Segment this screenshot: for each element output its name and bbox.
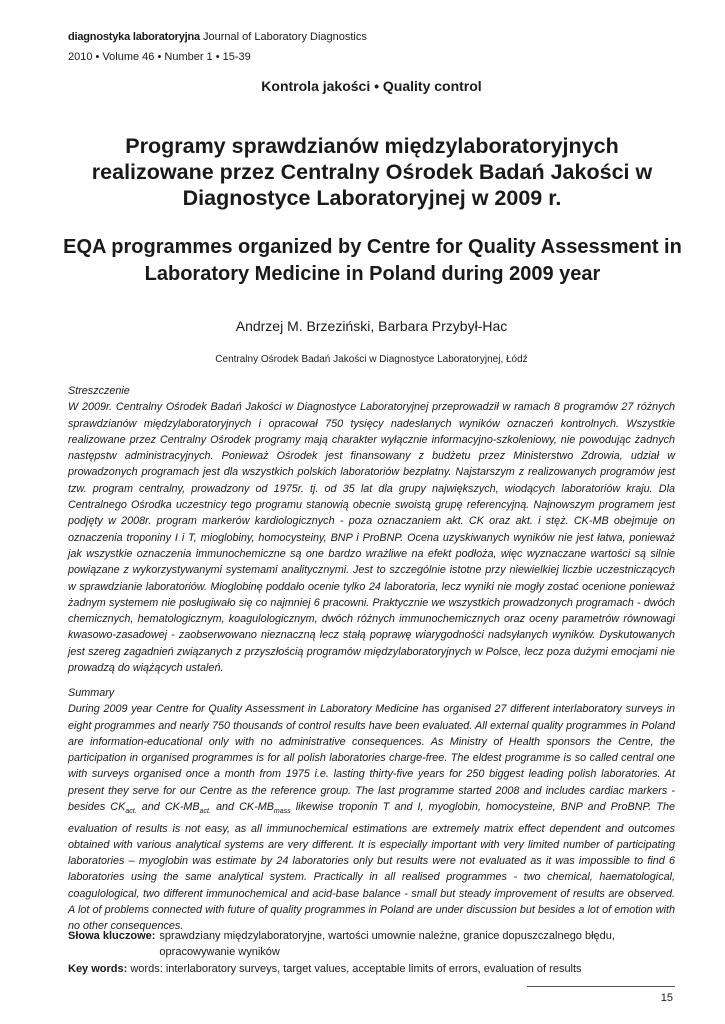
abstract-english-heading: Summary <box>68 687 115 699</box>
summary-text-1: During 2009 year Centre for Quality Assessment in Laboratory Medicine has organised 27 different interlaboratory surveys in eight programmes and nearly 750 thousands of control results have been evaluated. All external quality programmes in Poland are information-educational only with no administrative consequences. As Ministry of Health sponsors the Centre, the participation in organised programmes is for all polish laboratories charge-free. The eldest programme is so called central one with surveys organised once a month from 1975 i.e. lasting thirty-five years for 250 biggest leading polish laboratories. At present they serve for our Centre as the reference group. The last programme started 2008 and includes cardiac markers - besides CK <box>68 703 675 814</box>
keywords-polish-label: Słowa kluczowe: <box>68 930 156 942</box>
abstract-polish-heading: Streszczenie <box>68 385 130 397</box>
abstract-polish-body: W 2009r. Centralny Ośrodek Badań Jakości w Diagnostyce Laboratoryjnej przeprowadził w ramach 8 programów 27 różnych sprawdzianów międzylaboratoryjnych i opracował 750 tysięcy nadesłanych wyników oznaczeń kontrolnych. Wszystkie realizowane przez Centralny Ośrodek programy mają charakter wyłącznie informacyjno-szkoleniowy, nie powodując żadnych następstw administracyjnych. Ponieważ Ośrodek jest finansowany z budżetu przez Ministerstwo Zdrowia, udział w prowadzonych programach jest dla wszystkich polskich laboratoriów bezpłatny. Najstarszym z realizowanych programów jest tzw. program centralny, prowadzony od 1975r. tj. od 35 lat dla grupy największych, wiodących laboratoriów kraju. Dla Centralnego Ośrodka uczestnicy tego programu stanowią obecnie swoistą grupę referencyjną. Najnowszym programem jest podjęty w 2008r. program markerów kardiologicznych - poza oznaczaniem akt. CK oraz akt. i stęż. CK-MB obejmuje on oznaczenia troponiny I i T, mioglobiny, homocysteiny, BNP i ProBNP. Ocena uzyskiwanych wyników nie jest łatwa, ponieważ jak wszystkie oznaczenia immunochemiczne są one bardzo wrażliwe na efekt podłoża, więc wyznaczane wartości są silnie powiązane z wykorzystywanymi systemami analitycznymi. Jest to szczególnie istotne przy niewielkiej liczbie uczestniczących w sprawdzianie laboratoriów. Mioglobinę poddało ocenie tylko 24 laboratoria, lecz wyniki nie mogły zostać ocenione ponieważ żadnym systemem nie posługiwało się co najmniej 6 pracowni. Praktycznie we wszystkich prowadzonych programach - dwóch chemicznych, hematologicznym, koagulologicznym, dwóch różnych immunochemicznych oraz oceny parametrów równowagi kwasowo-zasadowej - zaobserwowano nieznaczną lecz stałą poprawę wiarygodności nadsyłanych wyników. Dyskutowanych jest szereg zagadnień związanych z przyszłością programów międzylaboratoryjnych w Polsce, lecz poza dużymi emocjami nie prowadzą do wiążących ustaleń. <box>68 401 675 675</box>
keywords-english <box>68 961 675 977</box>
affiliation: Centralny Ośrodek Badań Jakości w Diagnostyce Laboratoryjnej, Łódź <box>215 354 528 365</box>
abstract-english <box>68 685 675 935</box>
journal-subtitle: Journal of Laboratory Diagnostics <box>203 31 367 43</box>
keywords-english-label: Key words: <box>68 963 128 975</box>
abstract-english-body <box>68 701 675 934</box>
summary-text-4: likewise troponin T and I, myoglobin, homocysteine, BNP and ProBNP. The evaluation of results is not easy, as all immunochemical estimations are extremely matrix effect dependent and outcomes obtained with various analytical systems are very different. It is especially important with very limited number of participating laboratories – myoglobin was estimate by 24 laboratories only but results were not evaluated as it was impossible to find 6 laboratories using the same analytical system. Practically in all realised programmes - two chemical, haematological, coagulological, two different immunochemical and acid-base balance - small but steady improvement of results are observed. A lot of problems connected with future of quality programmes in Poland are under discussion but besides a lot of emotion with no other consequences. <box>68 801 675 933</box>
section-label: Kontrola jakości • Quality control <box>261 78 482 94</box>
page-number: 15 <box>660 992 673 1004</box>
authors: Andrzej M. Brzeziński, Barbara Przybył-Hac <box>235 318 508 334</box>
article-title-polish: Programy sprawdzianów międzylaboratoryjnych realizowane przez Centralny Ośrodek Badań Jakości w Diagnostyce Laboratoryjnej w 2009 r. <box>91 134 653 210</box>
abstract-polish <box>68 383 675 676</box>
article-title-english: EQA programmes organized by Centre for Quality Assessment in Laboratory Medicine in Poland during 2009 year <box>63 236 682 285</box>
summary-sub-1: act. <box>125 808 137 816</box>
summary-sub-3: mass <box>273 808 291 816</box>
keywords-polish-text: sprawdziany międzylaboratoryjne, wartości umownie należne, granice dopuszczalnego błędu, opracowywanie wyników <box>159 930 615 958</box>
journal-header <box>68 31 367 43</box>
journal-name: diagnostyka laboratoryjna <box>68 31 200 43</box>
summary-text-3: and CK-MB <box>210 801 274 814</box>
summary-text-2: and CK-MB <box>136 801 200 814</box>
keywords-english-text: words: interlaboratory surveys, target values, acceptable limits of errors, evaluation of results <box>130 963 582 975</box>
keywords-polish <box>68 928 675 960</box>
summary-sub-2: act. <box>199 808 211 816</box>
issue-info: 2010 • Volume 46 • Number 1 • 15-39 <box>68 51 251 63</box>
footer-divider <box>527 986 675 987</box>
